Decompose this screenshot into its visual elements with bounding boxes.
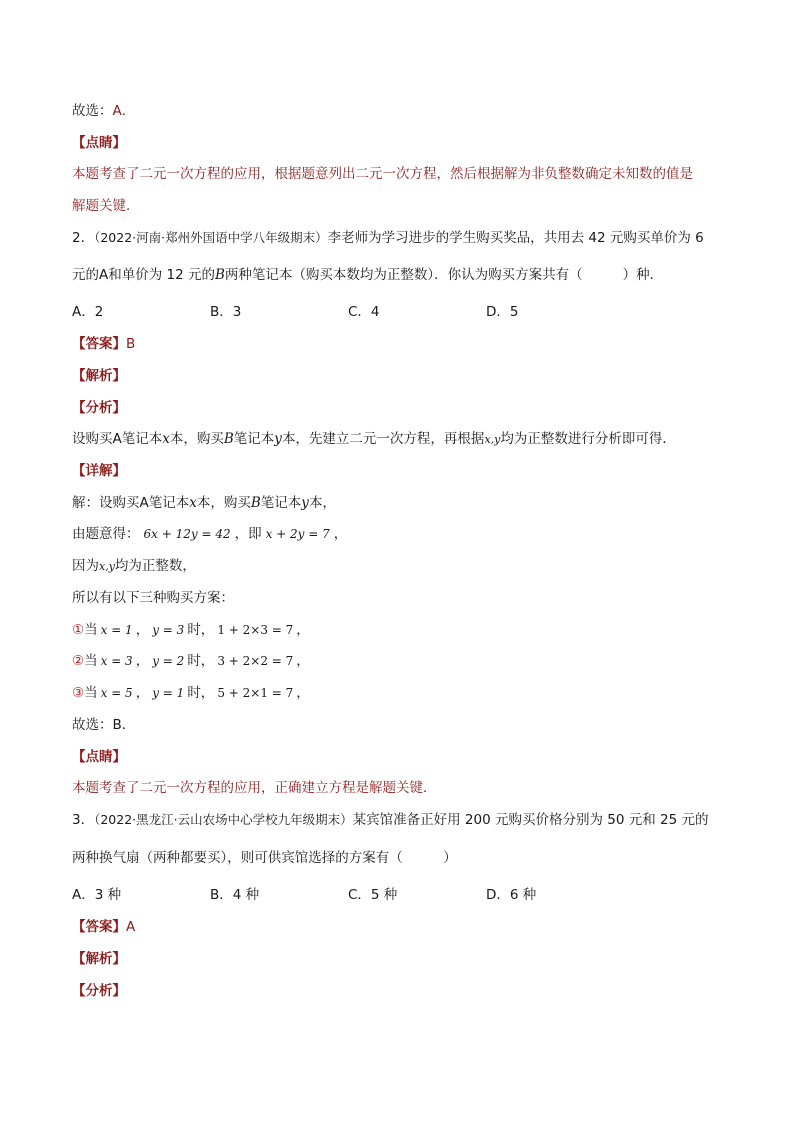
text-part: 本， [308,495,336,511]
text-part: 当 [84,653,98,669]
case-x: x = 3 [100,654,133,668]
variables-xy: x,y [484,433,501,446]
text-part: 解：设购买A笔记本 [72,495,190,511]
question-source: （2022·河南·郑州外国语中学八年级期末） [94,230,328,245]
question-2-line-2 [72,265,663,285]
circled-number-3: ③ [72,685,85,701]
choice-prefix: 故选： [72,103,113,119]
text-part: 时， [187,685,215,701]
text-part: 笔记本 [260,495,302,511]
variable-x: x [162,431,170,447]
text-part: ， [296,622,310,638]
q3-option-c: C．5 种 [348,887,398,903]
section-tag-xiangjie: 【详解】 [72,463,126,479]
variables-xy: x,y [99,560,115,573]
q2-case-3 [72,683,310,703]
comment-text-cont: 解题关键． [72,198,140,214]
q2-analysis-text [72,429,676,450]
case-y: y = 2 [152,654,185,668]
q3-option-b: B．4 种 [210,887,260,903]
q2-answer-line [72,334,135,354]
case-calc: 3 + 2×2 = 7 [217,654,294,668]
section-tag-jiexi: 【解析】 [72,368,126,384]
text-part: ， [135,653,150,669]
variable-b: B [250,495,261,511]
q2-option-d: D．5 [486,304,519,320]
text-part: ， [135,685,150,701]
q3-option-d: D．6 种 [486,887,537,903]
text-part: 由题意得： [72,526,140,542]
text-part: 当 [84,622,98,638]
question-text: 某宾馆准备正好用 200 元购买价格分别为 50 元和 25 元的 [352,812,709,828]
section-tag-dianjing: 【点睛】 [72,135,126,151]
text-part: ，即 [234,526,262,542]
text-part: 因为 [72,558,99,574]
question-text-part: 元的A和单价为 12 元的 [72,267,215,283]
equation: x + 2y = 7 [265,527,330,541]
question-number: 2． [72,230,95,246]
q2-solution-line-1 [72,493,336,513]
question-text-part: 两种笔记本（购买本数均为正整数）．你认为购买方案共有（ [224,267,583,283]
q2-option-b: B．3 [210,304,242,320]
text-part: ， [296,685,310,701]
text-part: ， [296,653,310,669]
q2-solution-line-2 [72,524,347,544]
section-tag-fenxi-3: 【分析】 [72,983,126,999]
question-3-line-1 [72,810,708,830]
q2-option-a: A．2 [72,304,104,320]
text-part: 均为正整数， [114,558,196,574]
variable-b: B [223,431,234,447]
variable-y: y [274,431,282,447]
case-x: x = 1 [100,623,133,637]
text-part: 时， [187,622,215,638]
case-calc: 1 + 2×3 = 7 [217,623,294,637]
q2-solution-line-3 [72,556,196,577]
variable-x: x [189,495,197,511]
question-text: 李老师为学习进步的学生购买奖品，共用去 42 元购买单价为 6 [327,230,704,246]
comment-text: 本题考查了二元一次方程的应用，根据题意列出二元一次方程，然后根据解为非负整数确定未知数的值是 [72,166,693,182]
section-tag-dianjing-2: 【点睛】 [72,749,126,765]
answer-tag: 【答案】 [72,336,126,352]
question-text-part: ）种． [622,267,664,283]
text-part: ， [135,622,150,638]
text-part: 本，购买 [196,495,251,511]
text-part: 当 [84,685,98,701]
case-y: y = 3 [152,623,185,637]
q2-case-2 [72,651,310,671]
answer-value: B [126,336,136,352]
text-part: 本，先建立二元一次方程，再根据 [281,431,485,447]
variable-b: B [215,267,225,283]
text-part: 笔记本 [233,431,275,447]
case-x: x = 5 [100,686,133,700]
answer-tag: 【答案】 [72,919,126,935]
q2-comment-text: 本题考查了二元一次方程的应用，正确建立方程是解题关键． [72,780,437,796]
circled-number-2: ② [72,653,85,669]
q2-solution-line-4: 所以有以下三种购买方案： [72,590,234,606]
q3-option-a: A．3 种 [72,887,122,903]
text-part: 时， [187,653,215,669]
q3-answer-line [72,917,135,937]
choice-answer: A． [112,103,136,119]
case-calc: 5 + 2×1 = 7 [217,686,294,700]
q2-choice-line: 故选：B． [72,717,136,733]
circled-number-1: ① [72,622,85,638]
text-part: ， [333,526,348,542]
q2-case-1 [72,620,310,640]
equation: 6x + 12y = 42 [143,527,231,541]
question-2-line-1 [72,228,704,248]
section-tag-fenxi: 【分析】 [72,400,126,416]
choice-line-q1 [72,101,135,121]
section-tag-jiexi-3: 【解析】 [72,951,126,967]
text-part: 本，购买 [169,431,224,447]
variable-y: y [301,495,309,511]
question-source: （2022·黑龙江·云山农场中心学校九年级期末） [94,812,353,827]
case-y: y = 1 [152,686,185,700]
answer-value: A [126,919,136,935]
question-number: 3． [72,812,95,828]
q2-option-c: C．4 [348,304,380,320]
text-part: 设购买A笔记本 [72,431,163,447]
question-3-line-2: 两种换气扇（两种都要买），则可供宾馆选择的方案有（ ） [72,850,457,866]
text-part: 均为正整数进行分析即可得． [500,431,676,447]
